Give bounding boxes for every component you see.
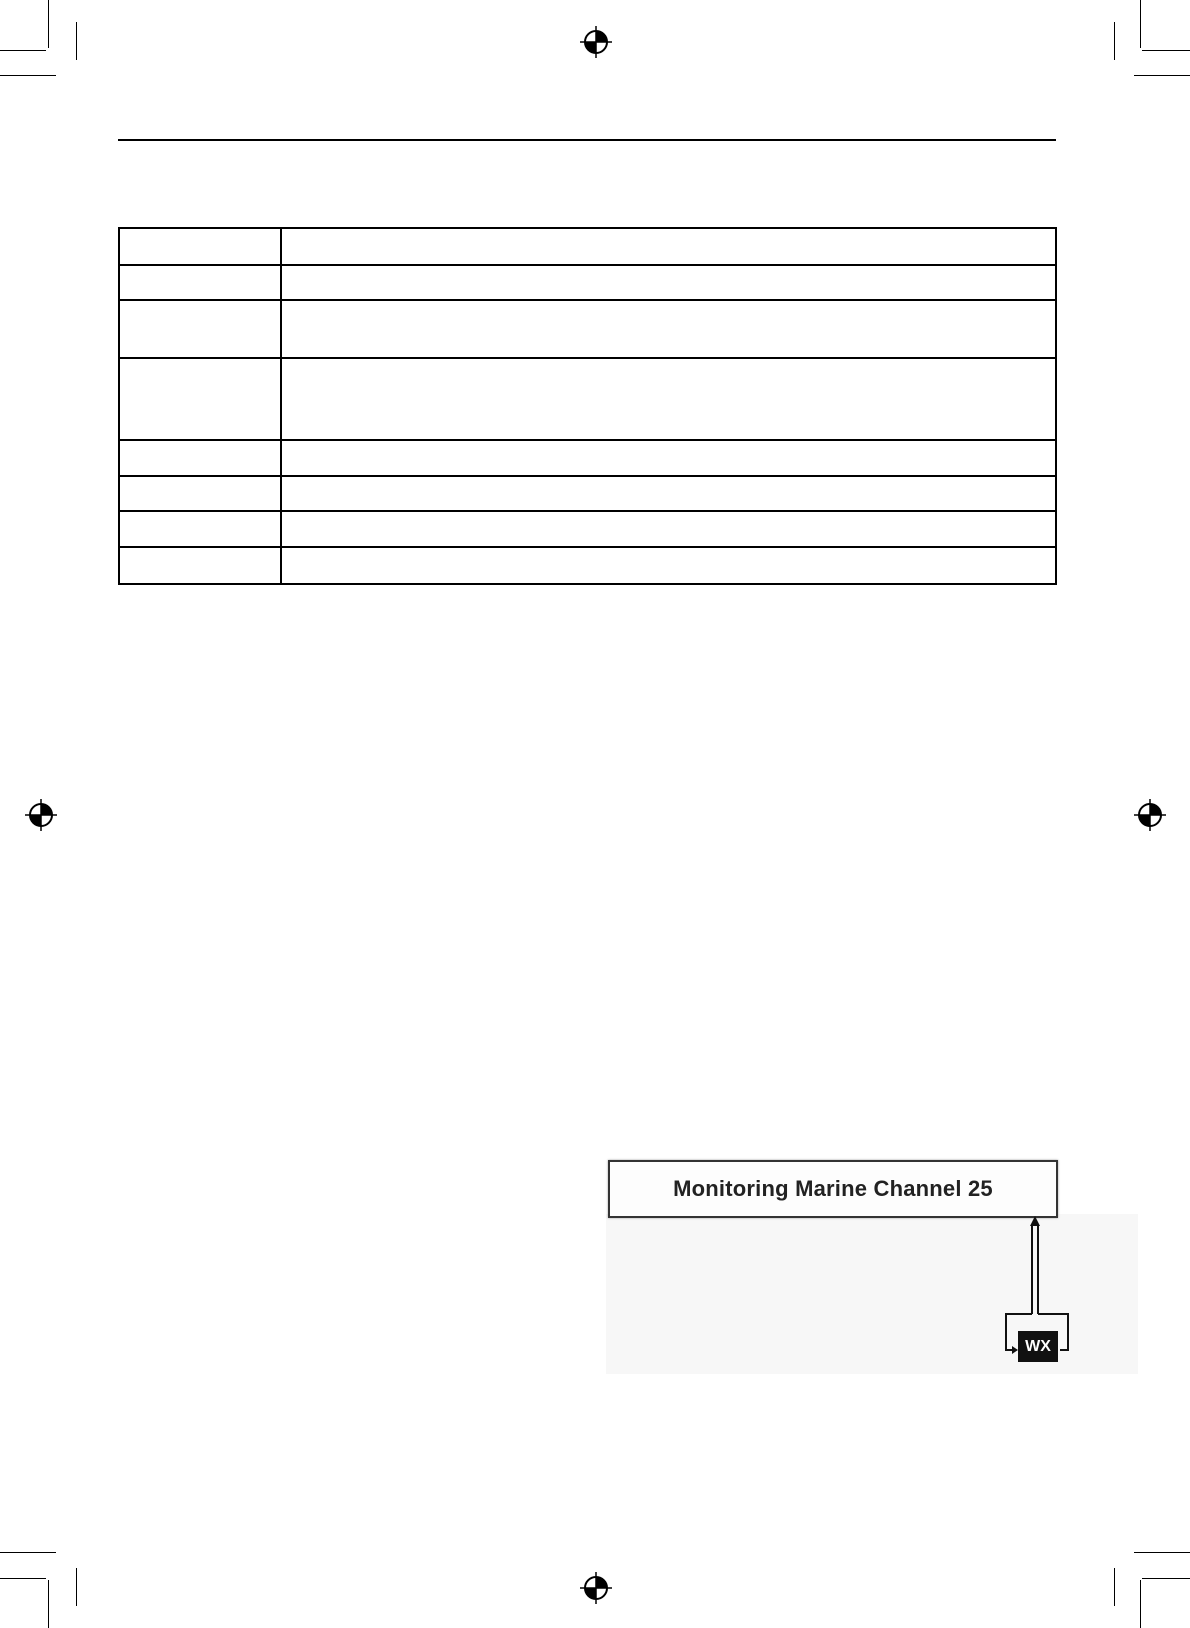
crop-mark: [76, 1568, 77, 1606]
crop-mark: [1142, 50, 1190, 51]
table-row: [119, 300, 1056, 358]
table-cell: [281, 358, 1056, 440]
table-row: [119, 511, 1056, 547]
crop-mark: [1140, 0, 1141, 48]
registration-mark-icon: [24, 798, 58, 832]
table-cell: [119, 511, 281, 547]
registration-mark-icon: [579, 25, 613, 59]
table-cell: [281, 300, 1056, 358]
crop-mark: [0, 75, 56, 76]
table-cell: [119, 228, 281, 265]
table-cell: [119, 265, 281, 300]
crop-mark: [1114, 1568, 1115, 1606]
table-cell: [281, 265, 1056, 300]
registration-mark-icon: [579, 1571, 613, 1605]
header-rule: [118, 139, 1056, 141]
crop-mark: [0, 1578, 46, 1579]
table-cell: [281, 511, 1056, 547]
crop-mark: [48, 1580, 49, 1628]
table-row: [119, 440, 1056, 476]
crop-mark: [1114, 22, 1115, 60]
crop-mark: [1140, 1580, 1141, 1628]
crop-mark: [76, 22, 77, 60]
table-cell: [119, 547, 281, 584]
table-row: [119, 547, 1056, 584]
info-table: [118, 227, 1057, 585]
crop-mark: [1142, 1578, 1190, 1579]
table-cell: [119, 440, 281, 476]
crop-mark: [0, 1552, 56, 1553]
registration-mark-icon: [1133, 798, 1167, 832]
table-row: [119, 265, 1056, 300]
lcd-display-text: Monitoring Marine Channel 25: [673, 1176, 993, 1201]
table-row: [119, 358, 1056, 440]
table-cell: [119, 476, 281, 511]
crop-mark: [1134, 75, 1190, 76]
table-cell: [281, 228, 1056, 265]
wx-button[interactable]: WX: [1018, 1331, 1058, 1362]
table-row: [119, 476, 1056, 511]
crop-mark: [0, 50, 46, 51]
crop-mark: [1134, 1552, 1190, 1553]
table-cell: [281, 440, 1056, 476]
table-cell: [119, 300, 281, 358]
crop-mark: [48, 0, 49, 48]
table-cell: [281, 476, 1056, 511]
table-cell: [281, 547, 1056, 584]
lcd-display: [608, 1160, 1058, 1218]
table-cell: [119, 358, 281, 440]
table-row: [119, 228, 1056, 265]
